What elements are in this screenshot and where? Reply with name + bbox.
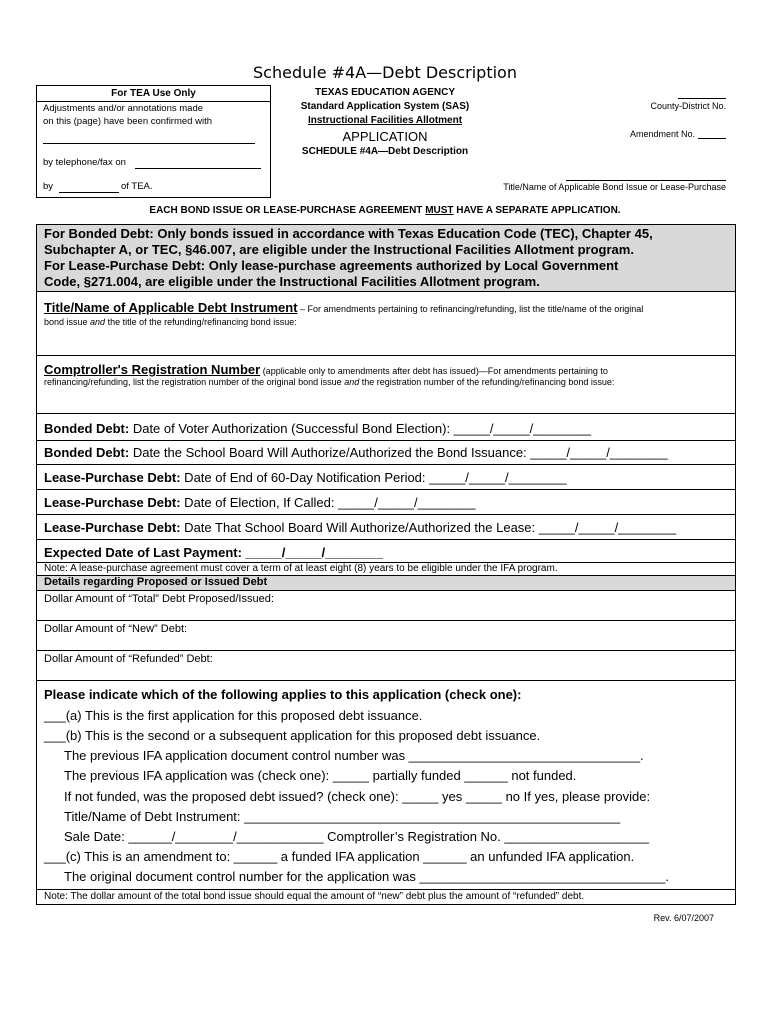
notice-must: MUST	[425, 205, 454, 216]
details-header: Details regarding Proposed or Issued Debt	[44, 576, 268, 588]
date-label: Lease-Purchase Debt:	[44, 495, 181, 510]
separate-application-notice	[0, 205, 770, 216]
desc-text: the title of the refunding/refinancing bond issue:	[105, 317, 297, 327]
schedule-label: SCHEDULE #4A—Debt Description	[301, 146, 469, 157]
desc-text: the registration number of the refunding/refinancing bond issue:	[359, 377, 615, 387]
divider	[36, 539, 736, 540]
new-debt-label: Dollar Amount of “New” Debt:	[44, 623, 188, 635]
date-text: Date of Voter Authorization (Successful Bond Election): _____/_____/________	[129, 421, 592, 436]
telephone-date-field[interactable]	[135, 168, 261, 169]
divider	[36, 650, 736, 651]
notice-text-end: HAVE A SEPARATE APPLICATION.	[453, 205, 621, 216]
revision-date: Rev. 6/07/2007	[653, 913, 714, 923]
debt-instrument-heading	[44, 299, 643, 317]
lease-term-note: Note: A lease-purchase agreement must cover a term of at least eight (8) years to be eligible under the IFA program.	[44, 563, 558, 574]
option-a[interactable]: ___(a) This is the first application for this proposed debt issuance.	[44, 708, 423, 723]
divider	[37, 101, 270, 102]
program-name: Instructional Facilities Allotment	[307, 115, 463, 126]
date-label: Bonded Debt:	[44, 421, 130, 436]
desc-text: refinancing/refunding, list the registration number of the original bond issue	[44, 377, 345, 387]
eligibility-line3: For Lease-Purchase Debt: Only lease-purchase agreements authorized by Local Government	[44, 258, 619, 273]
by-label: by	[43, 181, 54, 192]
amendment-field[interactable]	[698, 138, 726, 139]
debt-instrument-label: Title/Name of Applicable Debt Instrument	[44, 300, 298, 315]
tea-use-line1: Adjustments and/or annotations made	[43, 103, 204, 114]
divider	[36, 464, 736, 465]
tea-use-box	[36, 85, 271, 198]
option-c[interactable]: ___(c) This is an amendment to: ______ a funded IFA application ______ an unfunded IFA application.	[44, 849, 635, 864]
tea-use-line2: on this (page) have been confirmed with	[43, 116, 212, 127]
divider	[36, 889, 736, 890]
notice-text: EACH BOND ISSUE OR LEASE-PURCHASE AGREEMENT	[149, 205, 426, 216]
lease-authorization-date[interactable]	[44, 520, 676, 535]
eligibility-line4: Code, §271.004, are eligible under the Instructional Facilities Allotment program.	[44, 274, 540, 289]
voter-authorization-date[interactable]	[44, 421, 591, 436]
notification-end-date[interactable]	[44, 470, 567, 485]
system-name: Standard Application System (SAS)	[300, 101, 470, 112]
new-debt-field[interactable]	[37, 637, 735, 649]
comptroller-field[interactable]	[37, 390, 735, 412]
date-text: Date of End of 60-Day Notification Period: _____/_____/________	[180, 470, 567, 485]
comptroller-desc1: (applicable only to amendments after debt has issued)—For amendments pertaining to	[260, 366, 608, 376]
previous-funding-status[interactable]: The previous IFA application was (check one): _____ partially funded ______ not funded.	[64, 768, 577, 783]
desc-and: and	[344, 377, 360, 387]
debt-instrument-field[interactable]	[37, 330, 735, 354]
sale-date-registration[interactable]: Sale Date: ______/________/____________ Comptroller’s Registration No. ____________________	[64, 829, 649, 844]
divider	[36, 620, 736, 621]
debt-instrument-desc1: – For amendments pertaining to refinancing/refunding, list the title/name of the original	[297, 304, 644, 314]
county-district-label: County-District No.	[650, 101, 726, 111]
total-debt-label: Dollar Amount of “Total” Debt Proposed/Issued:	[44, 593, 274, 605]
divider	[36, 440, 736, 441]
bond-title-label: Title/Name of Applicable Bond Issue or Lease-Purchase	[503, 182, 726, 192]
page-title: Schedule #4A—Debt Description	[253, 63, 517, 82]
divider	[36, 590, 736, 591]
divider	[36, 413, 736, 414]
comptroller-desc2	[44, 377, 614, 387]
bond-title-field[interactable]	[566, 180, 726, 181]
date-label: Lease-Purchase Debt:	[44, 470, 181, 485]
date-label: Bonded Debt:	[44, 445, 130, 460]
divider	[36, 680, 736, 681]
previous-control-number[interactable]: The previous IFA application document control number was ________________________________.	[64, 748, 644, 763]
total-debt-field[interactable]	[37, 607, 735, 619]
desc-text: bond issue	[44, 317, 91, 327]
divider	[36, 291, 736, 292]
last-payment-date[interactable]: Expected Date of Last Payment: _____/_____/________	[44, 545, 383, 560]
telephone-label: by telephone/fax on	[43, 157, 126, 168]
election-date[interactable]	[44, 495, 475, 510]
agency-name: TEXAS EDUCATION AGENCY	[314, 87, 455, 98]
eligibility-line2: Subchapter A, or TEC, §46.007, are eligible under the Instructional Facilities Allotment program.	[44, 242, 634, 257]
eligibility-line1: For Bonded Debt: Only bonds issued in accordance with Texas Education Code (TEC), Chapter 45,	[44, 226, 653, 241]
dollar-amount-note: Note: The dollar amount of the total bond issue should equal the amount of “new” debt plus the amount of “refunded” debt.	[44, 891, 585, 902]
by-name-field[interactable]	[59, 192, 119, 193]
county-district-field[interactable]	[678, 98, 726, 99]
refunded-debt-field[interactable]	[37, 667, 735, 679]
debt-instrument-name-field[interactable]: Title/Name of Debt Instrument: ____________________________________________________	[64, 809, 621, 824]
debt-instrument-desc2	[44, 317, 297, 327]
option-b[interactable]: ___(b) This is the second or a subsequent application for this proposed debt issuance.	[44, 728, 541, 743]
date-text: Date of Election, If Called: _____/_____/________	[180, 495, 476, 510]
comptroller-label: Comptroller's Registration Number	[44, 362, 261, 377]
original-control-number[interactable]: The original document control number for the application was __________________________________.	[64, 869, 669, 884]
divider	[36, 514, 736, 515]
date-label: Lease-Purchase Debt:	[44, 520, 181, 535]
bond-issuance-date[interactable]	[44, 445, 668, 460]
divider	[36, 489, 736, 490]
date-text: Date the School Board Will Authorize/Authorized the Bond Issuance: _____/_____/________	[129, 445, 668, 460]
of-tea-label: of TEA.	[121, 181, 153, 192]
amendment-label: Amendment No.	[630, 129, 696, 139]
date-text: Date That School Board Will Authorize/Authorized the Lease: _____/_____/________	[180, 520, 677, 535]
application-label: APPLICATION	[342, 129, 428, 144]
desc-and: and	[90, 317, 106, 327]
tea-use-header: For TEA Use Only	[111, 88, 196, 99]
refunded-debt-label: Dollar Amount of “Refunded” Debt:	[44, 653, 213, 665]
check-one-header: Please indicate which of the following applies to this application (check one):	[44, 687, 522, 702]
confirmed-with-field[interactable]	[43, 143, 255, 144]
proposed-debt-issued[interactable]: If not funded, was the proposed debt issued? (check one): _____ yes _____ no If yes, please provide:	[64, 789, 651, 804]
divider	[36, 355, 736, 356]
